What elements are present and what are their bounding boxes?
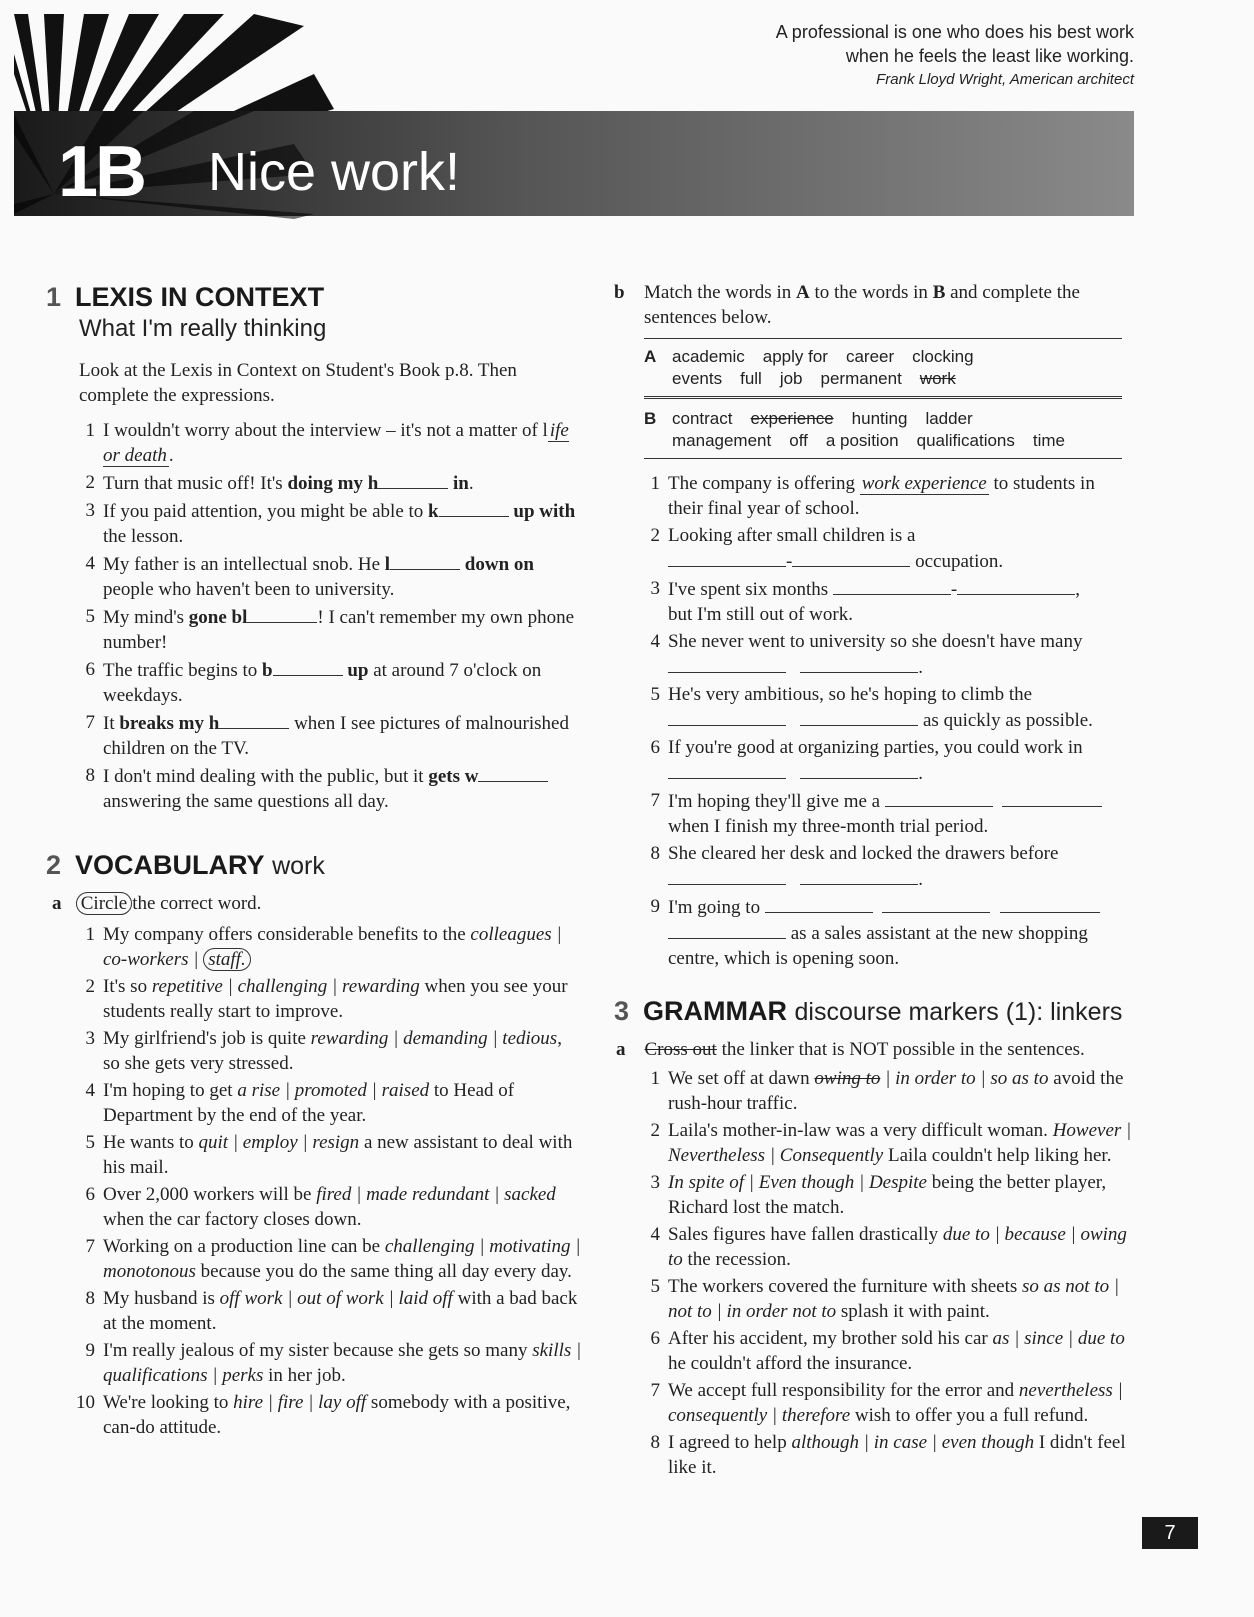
word-options[interactable]: repetitive | challenging | rewarding (151, 976, 420, 997)
list-item: 6 After his accident, my brother sold his car as | since | due to he couldn't afford the insurance. (650, 1328, 1125, 1374)
answer-blank[interactable] (668, 548, 786, 567)
word-box-b: B contract experience hunting ladder management off a position qualifications time (644, 401, 1122, 459)
linker-options[interactable]: as | since | due to (992, 1328, 1125, 1349)
list-item: 7 I'm hoping they'll give me a when I finish my three-month trial period. (644, 788, 1134, 839)
answer-blank[interactable] (765, 894, 873, 913)
word-options[interactable]: fired | made redundant | sacked (316, 1184, 556, 1205)
list-item: 7 Working on a production line can be challenging | motivating | monotonous because you do the same thing all day every day. (85, 1236, 581, 1282)
part-a-instruction: a Cross out the linker that is NOT possible in the sentences. (616, 1039, 1085, 1060)
quote-line-2: when he feels the least like working. (845, 46, 1134, 66)
answer-blank[interactable] (247, 604, 317, 623)
word-box-a: A academic apply for career clocking events full job permanent work (644, 338, 1122, 399)
list-item: 3 If you paid attention, you might be able to k up with the lesson. (85, 500, 576, 547)
list-item: 6 The traffic begins to b up at around 7 o'clock on weekdays. (85, 659, 542, 706)
linker-options[interactable]: due to | because | owing to (668, 1224, 1127, 1270)
section-number: 1 (46, 282, 62, 312)
unit-title: Nice work! (208, 142, 461, 202)
list-item: 9 I'm going to as a sales assistant at the new shopping centre, which is opening soon. (644, 894, 1134, 971)
linker-options[interactable]: However | Nevertheless | Consequently (668, 1120, 1132, 1166)
list-item: 1 The company is offering work experience to students in their final year of school. (650, 473, 1095, 519)
section-number: 3 (614, 996, 630, 1026)
list-item: 6 If you're good at organizing parties, you could work in . (650, 737, 1083, 784)
list-item: 3 In spite of | Even though | Despite being the better player, Richard lost the match. (650, 1172, 1107, 1218)
list-item: 4 I'm hoping to get a rise | promoted | raised to Head of Department by the end of the year. (85, 1080, 515, 1126)
box-b-words: contract experience hunting ladder management off a position qualifications time (672, 409, 1066, 450)
section-number: 2 (46, 850, 62, 880)
word-options[interactable]: quit | employ | resign (198, 1132, 360, 1153)
answer-blank[interactable] (833, 576, 951, 595)
answer-blank[interactable] (668, 760, 786, 779)
unit-number: 1B (58, 132, 145, 212)
word-options[interactable]: hire | fire | lay off (233, 1392, 367, 1413)
list-item: 2 Looking after small children is a - occupation. (650, 525, 1004, 572)
word-options[interactable]: off work | out of work | laid off (219, 1288, 453, 1309)
list-item: 2 It's so repetitive | challenging | rewarding when you see your students really start to improve. (85, 976, 568, 1022)
list-item: 8 I don't mind dealing with the public, but it gets w answering the same questions all day. (79, 763, 579, 814)
answer-blank[interactable]: ife or death (103, 420, 569, 466)
linker-options[interactable]: so as not to | not to | in order not to (668, 1276, 1120, 1322)
section-title: GRAMMAR (643, 996, 788, 1026)
vocabulary-exercise-list (73, 922, 583, 1440)
section-title: VOCABULARY (75, 850, 265, 880)
list-item: 1 My company offers considerable benefits to the colleagues | co-workers | staff. (85, 924, 562, 970)
answer-blank[interactable] (273, 657, 343, 676)
list-item: 10 We're looking to hire | fire | lay off somebody with a positive, can-do attitude. (76, 1392, 571, 1438)
list-item: 7 It breaks my h when I see pictures of malnourished children on the TV. (85, 712, 569, 759)
list-item: 9 I'm really jealous of my sister because she gets so many skills | qualifications | perks in her job. (85, 1340, 582, 1386)
list-item: 8 I agreed to help although | in case | even though I didn't feel like it. (650, 1432, 1126, 1478)
box-a-words: academic apply for career clocking events full job permanent work (672, 347, 974, 388)
answer-blank[interactable] (800, 654, 918, 673)
linker-options[interactable]: nevertheless | consequently | therefore (668, 1380, 1123, 1426)
list-item: 7 We accept full responsibility for the error and nevertheless | consequently | therefore wish to offer you a full refund. (650, 1380, 1123, 1426)
list-item: 8 My husband is off work | out of work | laid off with a bad back at the moment. (85, 1288, 578, 1334)
instruction: Look at the Lexis in Context on Student's Book p.8. Then complete the expressions. (79, 360, 517, 406)
section-subtitle: What I'm really thinking (79, 315, 327, 342)
header-quote (776, 20, 1134, 92)
answer-blank[interactable] (885, 788, 993, 807)
list-item: 5 My mind's gone bl ! I can't remember my own phone number! (85, 606, 575, 653)
section-vocabulary (46, 848, 586, 1442)
section-3-heading (614, 994, 1144, 1029)
list-item: 4 She never went to university so she doesn't have many . (650, 631, 1083, 678)
answer-blank[interactable] (668, 707, 786, 726)
page-number: 7 (1142, 1517, 1198, 1549)
section-title: LEXIS IN CONTEXT (75, 282, 325, 312)
collocation-exercise-list (644, 471, 1134, 971)
section-2-heading (46, 848, 586, 883)
part-b-instruction: b Match the words in A to the words in B and complete the sentences below. (614, 282, 1080, 328)
answer-blank[interactable] (219, 710, 289, 729)
list-item: 2 Laila's mother-in-law was a very difficult woman. However | Nevertheless | Consequently Laila couldn't help liking her. (650, 1120, 1132, 1166)
word-options[interactable]: rewarding | demanding | tedious (310, 1028, 558, 1049)
answer-blank[interactable] (668, 920, 786, 939)
answer-blank[interactable] (1002, 788, 1102, 807)
answer-blank[interactable] (668, 654, 786, 673)
section-vocabulary-b (614, 280, 1134, 973)
part-a-instruction: a Circle the correct word. (52, 893, 262, 914)
answer-blank[interactable] (1000, 894, 1100, 913)
section-topic: work (272, 852, 325, 880)
answer-blank[interactable] (390, 551, 460, 570)
quote-author: Frank Lloyd Wright, American architect (876, 71, 1134, 88)
list-item: 3 I've spent six months - , but I'm still out of work. (650, 578, 1080, 625)
list-item: 5 He wants to quit | employ | resign a new assistant to deal with his mail. (85, 1132, 573, 1178)
list-item: 5 He's very ambitious, so he's hoping to climb the as quickly as possible. (650, 684, 1093, 731)
answer-blank[interactable] (800, 760, 918, 779)
list-item: 3 My girlfriend's job is quite rewarding | demanding | tedious, so she gets very stressed. (85, 1028, 562, 1074)
struck-answer[interactable]: owing to (814, 1068, 881, 1089)
section-lexis-in-context (46, 280, 586, 816)
list-item: 8 She cleared her desk and locked the drawers before . (650, 843, 1059, 890)
answer-blank[interactable] (882, 894, 990, 913)
circled-word: Circle (76, 892, 132, 915)
answer-blank[interactable] (478, 763, 548, 782)
list-item: 4 Sales figures have fallen drastically due to | because | owing to the recession. (650, 1224, 1127, 1270)
section-grammar (614, 994, 1144, 1482)
answer-blank[interactable]: work experience (861, 473, 987, 494)
answer-blank[interactable] (957, 576, 1075, 595)
word-options[interactable]: skills | qualifications | perks (103, 1340, 582, 1386)
word-options[interactable]: challenging | motivating | monotonous (103, 1236, 581, 1282)
answer-blank[interactable] (792, 548, 910, 567)
linker-options[interactable]: although | in case | even though (791, 1432, 1035, 1453)
answer-blank[interactable] (800, 707, 918, 726)
answer-blank[interactable] (378, 470, 448, 489)
grammar-exercise-list (644, 1066, 1139, 1480)
section-topic: discourse markers (1): linkers (794, 998, 1123, 1026)
answer-blank[interactable] (668, 866, 786, 885)
quote-line-1: A professional is one who does his best work (775, 22, 1134, 42)
list-item: 1 I wouldn't worry about the interview – it's not a matter of l ife or death . (85, 420, 569, 466)
list-item: 5 The workers covered the furniture with sheets so as not to | not to | in order not to splash it with paint. (650, 1276, 1120, 1322)
word-options[interactable]: a rise | promoted | raised (237, 1080, 430, 1101)
section-1-heading (46, 280, 586, 314)
list-item: 4 My father is an intellectual snob. He l down on people who haven't been to university. (85, 553, 534, 600)
linker-options[interactable]: In spite of | Even though | Despite (668, 1172, 927, 1193)
circled-answer[interactable]: staff. (203, 948, 250, 971)
list-item: 2 Turn that music off! It's doing my h in. (85, 472, 474, 494)
list-item: 1 We set off at dawn owing to | in order to | so as to avoid the rush-hour traffic. (650, 1068, 1124, 1114)
answer-blank[interactable] (439, 498, 509, 517)
answer-blank[interactable] (800, 866, 918, 885)
list-item: 6 Over 2,000 workers will be fired | made redundant | sacked when the car factory closes down. (85, 1184, 556, 1230)
lexis-exercise-list (79, 418, 579, 814)
